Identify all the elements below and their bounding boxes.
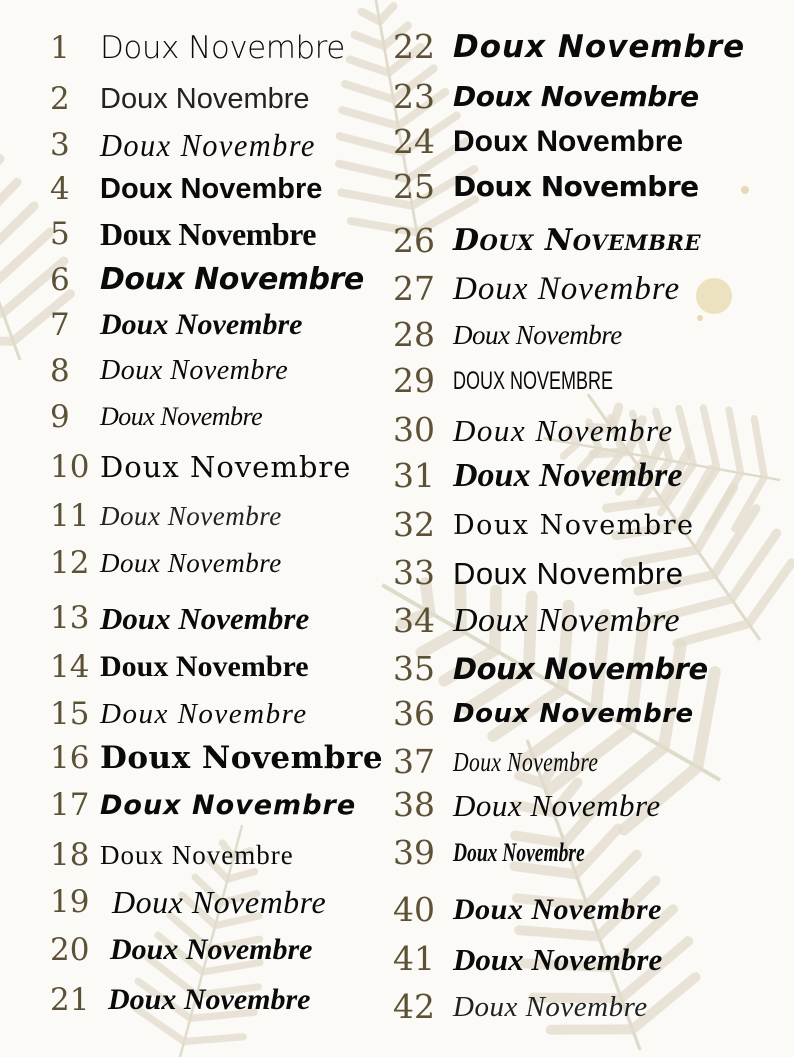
- sample-text: Doux Novembre: [453, 125, 684, 158]
- font-sample-3: [50, 128, 327, 162]
- sample-text: Doux Novembre: [112, 884, 327, 920]
- sample-number: 16: [50, 740, 90, 776]
- sample-number: 19: [50, 884, 90, 920]
- font-sample-6: [50, 263, 364, 297]
- sample-text: Doux Novembre: [453, 651, 708, 686]
- font-sample-2: [50, 82, 310, 116]
- font-sample-9: [50, 400, 262, 434]
- sample-text: Doux Novembre: [453, 80, 699, 113]
- font-sample-16: [50, 741, 383, 775]
- sample-text: Doux Novembre: [108, 983, 311, 1016]
- sample-text: Doux Novembre: [453, 555, 684, 591]
- sample-number: 28: [393, 315, 435, 354]
- sample-number: 20: [50, 932, 90, 968]
- sample-number: 18: [50, 837, 90, 873]
- sample-number: 25: [393, 167, 435, 206]
- sample-text: Doux Novembre: [100, 739, 384, 776]
- sample-text: Doux Novembre: [453, 457, 683, 494]
- sample-text: Doux Novembre: [453, 746, 599, 777]
- font-sample-29: [393, 361, 675, 400]
- font-sample-30: [393, 410, 674, 449]
- font-sample-36: [393, 694, 694, 733]
- sample-text: Doux Novembre: [100, 29, 345, 66]
- sample-text: Doux Novembre: [100, 355, 289, 386]
- sample-number: 13: [50, 600, 90, 636]
- sample-number: 31: [393, 456, 435, 495]
- font-sample-27: [393, 269, 681, 308]
- sample-number: 35: [393, 649, 435, 688]
- sample-number: 42: [393, 987, 435, 1026]
- font-sample-19: [50, 885, 326, 919]
- sample-number: 30: [393, 410, 435, 449]
- sample-number: 40: [393, 890, 435, 929]
- sample-number: 38: [393, 785, 435, 824]
- sample-text: Doux Novembre: [100, 82, 310, 115]
- font-sample-31: [393, 456, 683, 495]
- sample-text: Doux Novembre: [100, 600, 310, 636]
- sample-text: Doux Novembre: [100, 839, 294, 870]
- sample-text: Doux Novembre: [453, 319, 622, 350]
- font-sample-14: [50, 650, 309, 684]
- sample-number: 2: [50, 81, 70, 117]
- sample-number: 8: [50, 353, 70, 389]
- sample-number: 36: [393, 694, 435, 733]
- font-sample-7: [50, 308, 302, 342]
- font-sample-17: [50, 788, 356, 822]
- font-sample-37: [393, 742, 635, 781]
- font-sample-35: [393, 649, 708, 688]
- font-sample-15: [50, 697, 308, 731]
- font-sample-39: [393, 833, 628, 872]
- sample-text: Doux Novembre: [100, 402, 263, 431]
- sample-number: 21: [50, 982, 90, 1018]
- sample-text: Doux Novembre: [453, 223, 701, 258]
- sample-number: 6: [50, 262, 70, 298]
- sample-text: Doux Novembre: [453, 412, 674, 448]
- font-sample-22: [393, 27, 746, 66]
- sample-number: 10: [50, 449, 90, 485]
- font-sample-32: [393, 505, 695, 544]
- sample-text: Doux Novembre: [453, 270, 681, 307]
- sample-text: Doux Novembre: [100, 500, 282, 531]
- font-sample-42: [393, 987, 648, 1026]
- sample-number: 4: [50, 171, 70, 207]
- font-sample-10: [50, 450, 351, 484]
- sample-number: 1: [50, 30, 70, 66]
- font-sample-1: [50, 31, 345, 65]
- font-sample-18: [50, 838, 294, 872]
- sample-number: 11: [50, 498, 90, 534]
- sample-number: 22: [393, 27, 435, 66]
- sample-number: 29: [393, 361, 435, 400]
- sample-text: Doux Novembre: [100, 172, 323, 205]
- sample-text: Doux Novembre: [453, 28, 746, 65]
- sample-text: Doux Novembre: [100, 449, 352, 484]
- sample-number: 33: [393, 553, 435, 592]
- font-sample-34: [393, 601, 681, 640]
- font-sample-41: [393, 939, 663, 978]
- font-sample-4: [50, 172, 322, 206]
- font-sample-20: [50, 933, 312, 967]
- sample-number: 12: [50, 545, 90, 581]
- font-sample-8: [50, 354, 288, 388]
- sample-number: 34: [393, 601, 435, 640]
- sample-text: Doux Novembre: [100, 789, 357, 821]
- sample-number: 14: [50, 649, 90, 685]
- sample-text: Doux Novembre: [100, 262, 364, 297]
- sample-text: Doux Novembre: [100, 127, 316, 163]
- sample-number: 27: [393, 269, 435, 308]
- sample-text: Doux Novembre: [453, 893, 662, 926]
- sample-number: 26: [393, 221, 435, 260]
- sample-text: Doux Novembre: [453, 941, 663, 977]
- sample-text: Doux Novembre: [100, 547, 282, 578]
- font-sample-12: [50, 546, 282, 580]
- sample-text: Doux Novembre: [110, 933, 313, 966]
- sample-text: Doux Novembre: [100, 697, 308, 730]
- sample-text: Doux Novembre: [453, 838, 585, 867]
- sample-number: 3: [50, 127, 70, 163]
- sample-number: 39: [393, 833, 435, 872]
- sample-text: Doux Novembre: [100, 308, 303, 341]
- sample-text: Doux Novembre: [453, 990, 648, 1023]
- font-sample-40: [393, 890, 662, 929]
- font-sample-23: [393, 77, 699, 116]
- sample-text: Doux Novembre: [100, 216, 316, 252]
- font-sample-25: [393, 167, 699, 206]
- font-sample-28: [393, 315, 622, 354]
- sample-text: Doux Novembre: [453, 787, 661, 823]
- sample-number: 15: [50, 696, 90, 732]
- sample-number: 17: [50, 787, 90, 823]
- sample-number: 32: [393, 505, 435, 544]
- sample-text: DOUX NOVEMBRE: [453, 366, 614, 395]
- sample-number: 41: [393, 939, 435, 978]
- sample-text: Doux Novembre: [453, 602, 681, 639]
- sample-number: 5: [50, 216, 70, 252]
- font-sample-11: [50, 499, 282, 533]
- sample-number: 23: [393, 77, 435, 116]
- font-sample-26: [393, 221, 701, 260]
- font-sample-38: [393, 785, 661, 824]
- font-sample-13: [50, 601, 309, 635]
- sample-text: Doux Novembre: [100, 650, 309, 683]
- font-sample-5: [50, 217, 316, 251]
- sample-number: 9: [50, 399, 70, 435]
- font-sample-33: [393, 553, 684, 592]
- font-sample-24: [393, 122, 684, 161]
- sample-text: Doux Novembre: [453, 170, 699, 203]
- sample-number: 37: [393, 742, 435, 781]
- sample-text: Doux Novembre: [453, 699, 694, 729]
- sample-number: 24: [393, 122, 435, 161]
- sample-text: Doux Novembre: [453, 509, 695, 541]
- font-sample-21: [50, 983, 310, 1017]
- sample-number: 7: [50, 307, 70, 343]
